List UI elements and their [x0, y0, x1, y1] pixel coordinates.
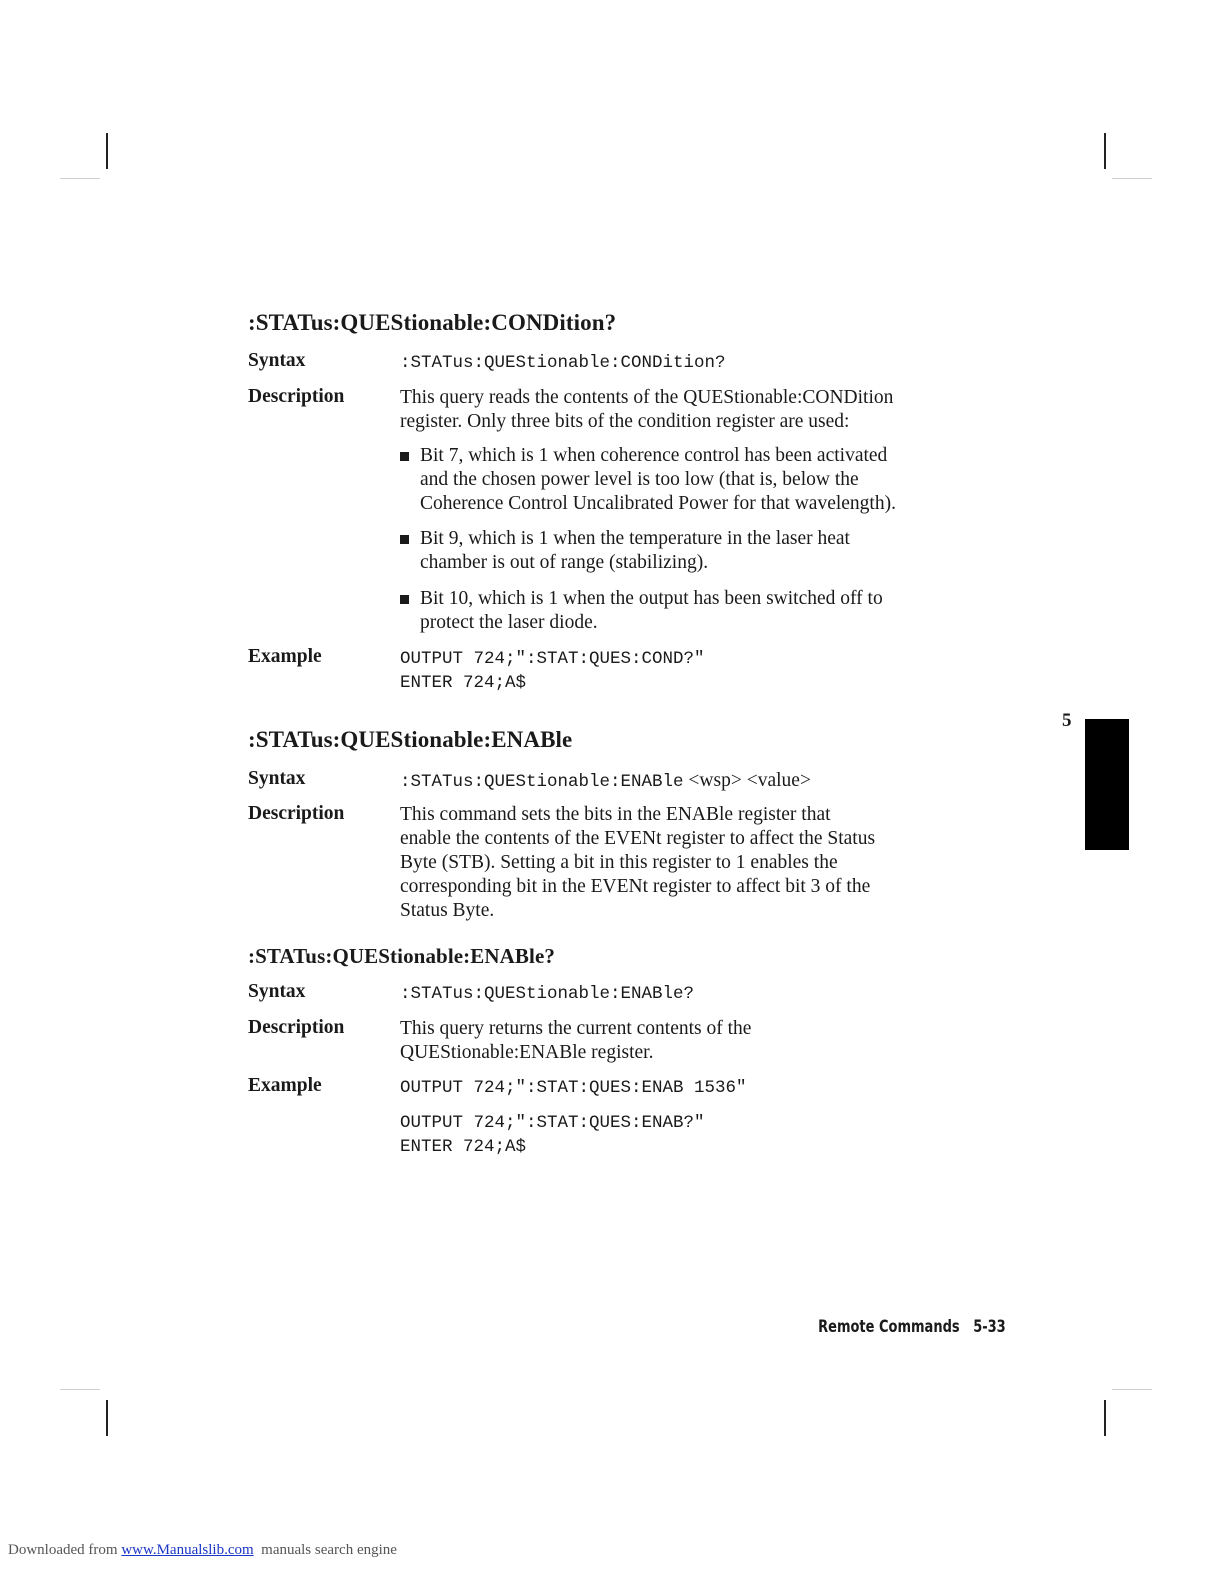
crop-mark: [106, 133, 108, 169]
bullet-line: chamber is out of range (stabilizing).: [420, 552, 709, 573]
description-line: This query returns the current contents of the: [400, 1018, 752, 1039]
example-code-line: OUTPUT 724;":STAT:QUES:ENAB 1536": [400, 1078, 747, 1098]
description-label: Description: [248, 386, 345, 407]
bullet-square-icon: [400, 452, 409, 461]
manualslib-link[interactable]: www.Manualslib.com: [121, 1542, 254, 1558]
crop-mark: [60, 178, 100, 179]
download-notice: [8, 1542, 397, 1559]
syntax-args: <wsp> <value>: [683, 770, 811, 791]
bullet-square-icon: [400, 595, 409, 604]
description-line: QUEStionable:ENABle register.: [400, 1042, 654, 1063]
example-label: Example: [248, 1075, 322, 1096]
syntax-text: :STATus:QUEStionable:ENABle?: [400, 984, 695, 1004]
description-label: Description: [248, 803, 345, 824]
section-title: :STATus:QUEStionable:ENABle: [248, 727, 573, 752]
example-code-line: ENTER 724;A$: [400, 673, 527, 693]
bullet-square-icon: [400, 535, 409, 544]
crop-mark: [1104, 1400, 1106, 1436]
crop-mark: [1112, 178, 1152, 179]
bullet-line: and the chosen power level is too low (that is, below the: [420, 469, 859, 490]
syntax-command: :STATus:QUEStionable:ENABle: [400, 772, 684, 792]
section-title: :STATus:QUEStionable:ENABle?: [248, 944, 555, 968]
chapter-number: 5: [1062, 710, 1072, 731]
example-code-line: OUTPUT 724;":STAT:QUES:COND?": [400, 649, 705, 669]
syntax-label: Syntax: [248, 981, 306, 1002]
crop-mark: [60, 1389, 100, 1390]
download-suffix: manuals search engine: [261, 1542, 397, 1558]
description-line: This command sets the bits in the ENABle register that: [400, 804, 831, 825]
page-footer: [818, 1317, 1006, 1337]
syntax-text: :STATus:QUEStionable:CONDition?: [400, 353, 726, 373]
example-code-line: OUTPUT 724;":STAT:QUES:ENAB?": [400, 1113, 705, 1133]
syntax-label: Syntax: [248, 768, 306, 789]
description-line: This query reads the contents of the QUEStionable:CONDition: [400, 387, 894, 408]
description-line: register. Only three bits of the condition register are used:: [400, 411, 850, 432]
crop-mark: [1112, 1389, 1152, 1390]
crop-mark: [106, 1400, 108, 1436]
description-line: Byte (STB). Setting a bit in this register to 1 enables the: [400, 852, 838, 873]
syntax-label: Syntax: [248, 350, 306, 371]
chapter-tab: [1085, 719, 1129, 850]
description-line: corresponding bit in the EVENt register to affect bit 3 of the: [400, 876, 871, 897]
example-label: Example: [248, 646, 322, 667]
section-title: :STATus:QUEStionable:CONDition?: [248, 310, 617, 335]
description-label: Description: [248, 1017, 345, 1038]
bullet-line: Coherence Control Uncalibrated Power for that wavelength).: [420, 493, 896, 514]
footer-page-number: 5-33: [973, 1317, 1006, 1337]
bullet-line: Bit 10, which is 1 when the output has been switched off to: [420, 588, 883, 609]
download-prefix: Downloaded from: [8, 1542, 118, 1558]
description-line: enable the contents of the EVENt register to affect the Status: [400, 828, 876, 849]
footer-section-name: Remote Commands: [818, 1317, 960, 1337]
bullet-line: Bit 9, which is 1 when the temperature in the laser heat: [420, 528, 850, 549]
description-line: Status Byte.: [400, 900, 495, 921]
bullet-line: Bit 7, which is 1 when coherence control has been activated: [420, 445, 888, 466]
crop-mark: [1104, 133, 1106, 169]
syntax-text: [400, 769, 811, 794]
bullet-line: protect the laser diode.: [420, 612, 598, 633]
example-code-line: ENTER 724;A$: [400, 1137, 527, 1157]
